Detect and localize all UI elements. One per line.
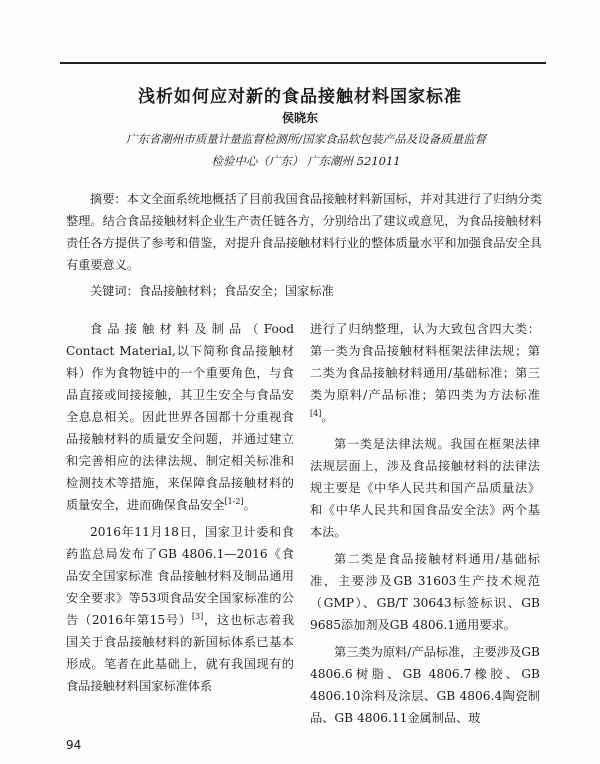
top-rule <box>60 62 546 64</box>
article-title: 浅析如何应对新的食品接触材料国家标准 <box>138 87 462 107</box>
affiliation <box>70 128 542 172</box>
right-paragraph-4: 第三类为原料/产品标准，主要涉及GB 4806.6树脂、GB 4806.7橡胶、GB 4806.10涂料及涂层、GB 4806.4陶瓷制品、GB 4806.11金属制品、玻 <box>310 645 540 725</box>
right-column <box>310 318 540 734</box>
keywords-text: 食品接触材料；食品安全；国家标准 <box>138 284 334 298</box>
citation-ref: [1-2] <box>224 496 244 506</box>
author-name: 侯晓东 <box>281 111 318 125</box>
right-paragraph-3: 第二类是食品接触材料通用/基础标准，主要涉及GB 31603生产技术规范（GMP）、GB/T 30643标签标识、GB 9685添加剂及GB 4806.1通用要求。 <box>310 552 540 632</box>
citation-ref: [4] <box>310 408 322 418</box>
abstract-label: 摘要： <box>90 192 127 206</box>
left-column <box>66 318 294 702</box>
left-paragraph-2: 2016年11月18日，国家卫计委和食药监总局发布了GB 4806.1—2016《食品安全国家标准 食品接触材料及制品通用安全要求》等53项食品安全国家标准的公告（2016年第15号）[3]，这也标志着我国关于食品接触材料的新国标体系已基本形成。笔者在此基础上，就有我国现有的食品接触材料国家标准体系 <box>66 525 295 693</box>
abstract <box>66 188 542 276</box>
abstract-text: 本文全面系统地概括了目前我国食品接触材料新国标，并对其进行了归纳分类整理。结合食品接触材料企业生产责任链各方，分别给出了建议或意见，为食品接触材料责任各方提供了参考和借鉴，对提升食品接触材料行业的整体质量水平和加强食品安全具有重要意义。 <box>66 192 543 272</box>
page-number: 94 <box>66 738 82 752</box>
right-paragraph-2: 第一类是法律法规。我国在框架法律法规层面上，涉及食品接触材料的法律法规主要是《中华人民共和国产品质量法》和《中华人民共和国食品安全法》两个基本法。 <box>310 437 540 539</box>
affiliation-line-1: 广东省潮州市质量计量监督检测所/国家食品软包装产品及设备质量监督 <box>125 132 487 146</box>
citation-ref: [3] <box>191 611 204 621</box>
keywords-label: 关键词： <box>90 284 139 298</box>
right-paragraph-1: 进行了归纳整理，认为大致包含四大类：第一类为食品接触材料框架法律法规；第二类为食品接触材料通用/基础标准；第三类为原料/产品标准；第四类为方法标准[4]。 <box>310 322 540 424</box>
left-paragraph-1: 食品接触材料及制品（Food Contact Material,以下简称食品接触材料）作为食物链中的一个重要角色，与食品直接或间接接触，其卫生安全与食品安全息息相关。因此世界各国都十分重视食品接触材料的质量安全问题，并通过建立和完善相应的法律法规、制定相关标准和检测技术等措施，来保障食品接触材料的质量安全，进而确保食品安全[1-2]。 <box>66 322 294 512</box>
affiliation-line-2: 检验中心（广东） 广东潮州 521011 <box>211 154 401 168</box>
keywords <box>90 280 542 302</box>
